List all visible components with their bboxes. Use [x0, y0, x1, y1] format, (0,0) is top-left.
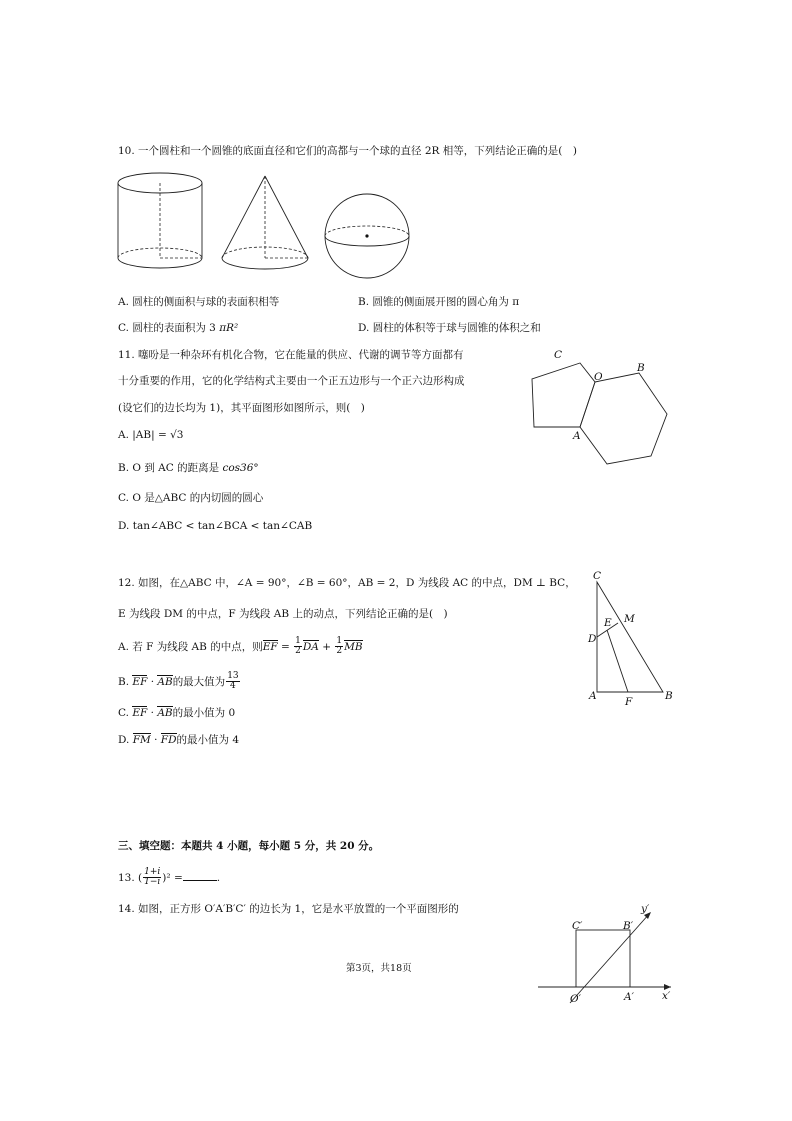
q14-figure — [538, 902, 678, 1008]
q11-line1: 11. 噻吩是一种杂环有机化合物，它在能量的供应、代谢的调节等方面都有 — [118, 349, 464, 361]
q11-figure — [520, 342, 670, 462]
section-3-title: 三、填空题：本题共 4 小题，每小题 5 分，共 20 分。 — [118, 840, 380, 852]
label-f: F — [625, 696, 633, 708]
q12-line2: E 为线段 DM 的中点，F 为线段 AB 上的动点，下列结论正确的是( ) — [118, 608, 448, 620]
label-o: O′ — [570, 993, 581, 1005]
label-x: x′ — [662, 990, 671, 1002]
label-b: B — [665, 690, 673, 702]
q11-option-c: C. O 是△ABC 的内切圆的圆心 — [118, 492, 264, 504]
q11-option-a: A. |AB| = √3 — [118, 429, 184, 441]
cone-figure — [222, 176, 308, 269]
label-y: y′ — [641, 903, 650, 915]
q14-text: 14. 如图，正方形 O′A′B′C′ 的边长为 1，它是水平放置的一个平面图形的 — [118, 903, 459, 915]
label-c: C — [554, 349, 563, 361]
q11-line3: (设它们的边长均为 1)，其平面图形如图所示，则( ) — [118, 402, 365, 414]
q11-line2: 十分重要的作用，它的化学结构式主要由一个正五边形与一个正六边形构成 — [118, 375, 465, 387]
label-a: A′ — [624, 991, 634, 1003]
q10-option-c: C. 圆柱的表面积为 3 πR² — [118, 322, 239, 334]
q12-option-b: B. EF · AB的最大值为 $\frac{13}{4}$ — [118, 671, 239, 692]
q12-figure — [585, 568, 685, 710]
cylinder-figure — [118, 173, 202, 268]
q13: 13. ( $\frac{1+i}{1-i}$ )² = . — [118, 867, 221, 888]
label-o: O — [594, 371, 603, 383]
q12-option-d: D. FM · FD的最小值为 4 — [118, 734, 240, 746]
label-d: D — [588, 633, 597, 645]
sphere-figure — [325, 194, 409, 278]
page-footer: 第3页，共18页 — [346, 963, 412, 974]
q12-line1: 12. 如图，在△ABC 中，∠A = 90°，∠B = 60°，AB = 2，D 为线段 AC 的中点，DM ⊥ BC， — [118, 577, 576, 589]
q10-option-d: D. 圆柱的体积等于球与圆锥的体积之和 — [358, 322, 541, 334]
answer-blank — [183, 871, 217, 881]
q12-option-a: A. 若 F 为线段 AB 的中点，则EF = $\frac{1}{2}$ DA + $\frac{1}{2}$ MB — [118, 636, 363, 657]
label-b: B — [637, 362, 645, 374]
q11-option-d: D. tan∠ABC < tan∠BCA < tan∠CAB — [118, 520, 313, 532]
q10-option-a: A. 圆柱的侧面积与球的表面积相等 — [118, 296, 280, 308]
label-m: M — [624, 613, 635, 625]
q11-option-b: B. O 到 AC 的距离是 cos36° — [118, 462, 259, 474]
q10-option-b: B. 圆锥的侧面展开图的圆心角为 π — [358, 296, 520, 308]
label-c: C′ — [572, 920, 583, 932]
label-c: C — [593, 570, 602, 582]
q12-option-c: C. EF · AB的最小值为 0 — [118, 707, 236, 719]
label-e: E — [604, 617, 612, 629]
label-a: A — [589, 690, 597, 702]
label-a: A — [573, 430, 581, 442]
q10-figures — [110, 168, 420, 283]
q10-stem: 10. 一个圆柱和一个圆锥的底面直径和它们的高都与一个球的直径 2R 相等，下列结论正确的是( ) — [118, 145, 577, 157]
label-b: B′ — [623, 920, 634, 932]
